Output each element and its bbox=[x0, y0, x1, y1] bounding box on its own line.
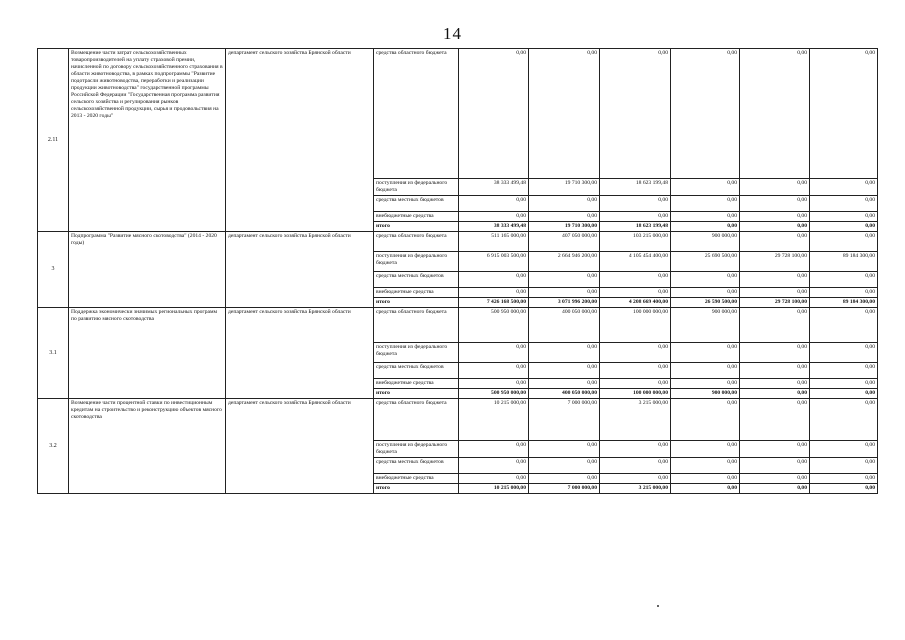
scan-speck bbox=[657, 605, 659, 607]
amount-cell: 0,00 bbox=[810, 232, 878, 252]
amount-cell: 0,00 bbox=[810, 399, 878, 441]
amount-cell: 0,00 bbox=[529, 458, 600, 474]
amount-cell: 0,00 bbox=[671, 212, 740, 222]
responsible-department: департамент сельского хозяйства Брянской области bbox=[226, 308, 374, 399]
funding-source: итого bbox=[374, 298, 459, 308]
amount-cell: 0,00 bbox=[810, 179, 878, 196]
amount-cell: 0,00 bbox=[810, 379, 878, 389]
amount-cell: 0,00 bbox=[671, 458, 740, 474]
amount-cell: 0,00 bbox=[740, 196, 810, 212]
amount-cell: 0,00 bbox=[600, 196, 671, 212]
amount-cell: 0,00 bbox=[459, 343, 529, 363]
amount-cell: 0,00 bbox=[459, 474, 529, 484]
amount-cell: 29 728 100,00 bbox=[740, 252, 810, 272]
amount-cell: 89 184 300,00 bbox=[810, 252, 878, 272]
amount-cell: 0,00 bbox=[529, 343, 600, 363]
funding-source: внебюджетные средства bbox=[374, 379, 459, 389]
row-number: 3.1 bbox=[38, 308, 69, 399]
amount-cell: 0,00 bbox=[810, 343, 878, 363]
amount-cell: 0,00 bbox=[810, 272, 878, 288]
amount-cell: 0,00 bbox=[740, 484, 810, 494]
funding-source: внебюджетные средства bbox=[374, 212, 459, 222]
amount-cell: 0,00 bbox=[671, 343, 740, 363]
funding-source: внебюджетные средства bbox=[374, 474, 459, 484]
amount-cell: 29 728 100,00 bbox=[740, 298, 810, 308]
amount-cell: 0,00 bbox=[740, 179, 810, 196]
amount-cell: 18 623 199,48 bbox=[600, 222, 671, 232]
funding-source: средства местных бюджетов bbox=[374, 363, 459, 379]
amount-cell: 0,00 bbox=[459, 458, 529, 474]
amount-cell: 0,00 bbox=[600, 441, 671, 458]
measure-name: Подпрограмма "Развитие мясного скотоводства" (2014 - 2020 годы) bbox=[69, 232, 226, 308]
amount-cell: 400 050 000,00 bbox=[529, 389, 600, 399]
amount-cell: 7 000 000,00 bbox=[529, 484, 600, 494]
amount-cell: 0,00 bbox=[600, 272, 671, 288]
amount-cell: 0,00 bbox=[740, 389, 810, 399]
amount-cell: 500 950 000,00 bbox=[459, 389, 529, 399]
amount-cell: 0,00 bbox=[671, 484, 740, 494]
amount-cell: 4 208 669 400,00 bbox=[600, 298, 671, 308]
amount-cell: 0,00 bbox=[459, 212, 529, 222]
amount-cell: 0,00 bbox=[529, 212, 600, 222]
funding-source: внебюджетные средства bbox=[374, 288, 459, 298]
amount-cell: 7 426 168 500,00 bbox=[459, 298, 529, 308]
funding-source: итого bbox=[374, 484, 459, 494]
measure-name: Возмещение части процентной ставки по инвестиционным кредитам на строительство и реконструкцию объектов мясного скотоводства bbox=[69, 399, 226, 494]
amount-cell: 400 050 000,00 bbox=[529, 308, 600, 343]
amount-cell: 0,00 bbox=[529, 288, 600, 298]
amount-cell: 19 710 300,00 bbox=[529, 179, 600, 196]
amount-cell: 10 215 000,00 bbox=[459, 399, 529, 441]
amount-cell: 0,00 bbox=[810, 363, 878, 379]
funding-source: поступления из федерального бюджета bbox=[374, 179, 459, 196]
row-number: 2.11 bbox=[38, 49, 69, 232]
amount-cell: 0,00 bbox=[600, 343, 671, 363]
amount-cell: 100 000 000,00 bbox=[600, 308, 671, 343]
amount-cell: 2 664 946 200,00 bbox=[529, 252, 600, 272]
amount-cell: 0,00 bbox=[600, 288, 671, 298]
funding-source: поступления из федерального бюджета bbox=[374, 252, 459, 272]
amount-cell: 0,00 bbox=[600, 49, 671, 179]
measure-name: Поддержка экономически значимых региональных программ по развитию мясного скотоводства bbox=[69, 308, 226, 399]
amount-cell: 500 950 000,00 bbox=[459, 308, 529, 343]
amount-cell: 0,00 bbox=[671, 222, 740, 232]
amount-cell: 19 710 300,00 bbox=[529, 222, 600, 232]
amount-cell: 0,00 bbox=[740, 474, 810, 484]
table-row bbox=[38, 49, 878, 179]
amount-cell: 18 623 199,48 bbox=[600, 179, 671, 196]
amount-cell: 900 000,00 bbox=[671, 389, 740, 399]
amount-cell: 38 333 499,48 bbox=[459, 179, 529, 196]
amount-cell: 0,00 bbox=[459, 288, 529, 298]
amount-cell: 0,00 bbox=[671, 196, 740, 212]
amount-cell: 0,00 bbox=[671, 399, 740, 441]
amount-cell: 0,00 bbox=[671, 288, 740, 298]
amount-cell: 0,00 bbox=[740, 399, 810, 441]
amount-cell: 3 215 000,00 bbox=[600, 399, 671, 441]
amount-cell: 10 215 000,00 bbox=[459, 484, 529, 494]
funding-source: средства местных бюджетов bbox=[374, 458, 459, 474]
amount-cell: 0,00 bbox=[529, 363, 600, 379]
amount-cell: 103 215 000,00 bbox=[600, 232, 671, 252]
amount-cell: 89 184 300,00 bbox=[810, 298, 878, 308]
amount-cell: 0,00 bbox=[600, 474, 671, 484]
amount-cell: 0,00 bbox=[810, 196, 878, 212]
amount-cell: 900 000,00 bbox=[671, 232, 740, 252]
amount-cell: 0,00 bbox=[740, 441, 810, 458]
amount-cell: 0,00 bbox=[529, 379, 600, 389]
amount-cell: 6 915 003 500,00 bbox=[459, 252, 529, 272]
funding-source: поступления из федерального бюджета bbox=[374, 343, 459, 363]
amount-cell: 0,00 bbox=[810, 222, 878, 232]
row-number: 3 bbox=[38, 232, 69, 308]
amount-cell: 0,00 bbox=[740, 379, 810, 389]
amount-cell: 0,00 bbox=[810, 389, 878, 399]
table-body bbox=[38, 49, 878, 494]
amount-cell: 0,00 bbox=[810, 474, 878, 484]
amount-cell: 0,00 bbox=[529, 49, 600, 179]
funding-source: поступления из федерального бюджета bbox=[374, 441, 459, 458]
amount-cell: 0,00 bbox=[810, 458, 878, 474]
amount-cell: 0,00 bbox=[600, 212, 671, 222]
budget-table bbox=[37, 48, 878, 494]
amount-cell: 0,00 bbox=[459, 363, 529, 379]
funding-source: средства областного бюджета bbox=[374, 308, 459, 343]
amount-cell: 3 215 000,00 bbox=[600, 484, 671, 494]
amount-cell: 0,00 bbox=[459, 196, 529, 212]
amount-cell: 0,00 bbox=[529, 196, 600, 212]
amount-cell: 0,00 bbox=[810, 308, 878, 343]
responsible-department: департамент сельского хозяйства Брянской области bbox=[226, 232, 374, 308]
amount-cell: 0,00 bbox=[600, 363, 671, 379]
row-number: 3.2 bbox=[38, 399, 69, 494]
funding-source: средства областного бюджета bbox=[374, 232, 459, 252]
amount-cell: 0,00 bbox=[459, 379, 529, 389]
amount-cell: 0,00 bbox=[740, 308, 810, 343]
table-row bbox=[38, 308, 878, 343]
amount-cell: 0,00 bbox=[529, 441, 600, 458]
amount-cell: 0,00 bbox=[671, 379, 740, 389]
amount-cell: 0,00 bbox=[740, 49, 810, 179]
amount-cell: 0,00 bbox=[810, 484, 878, 494]
amount-cell: 0,00 bbox=[740, 363, 810, 379]
amount-cell: 0,00 bbox=[600, 379, 671, 389]
amount-cell: 25 690 500,00 bbox=[671, 252, 740, 272]
amount-cell: 0,00 bbox=[740, 458, 810, 474]
amount-cell: 0,00 bbox=[740, 222, 810, 232]
amount-cell: 4 105 454 400,00 bbox=[600, 252, 671, 272]
funding-source: средства областного бюджета bbox=[374, 399, 459, 441]
amount-cell: 0,00 bbox=[671, 179, 740, 196]
amount-cell: 0,00 bbox=[671, 49, 740, 179]
amount-cell: 100 000 000,00 bbox=[600, 389, 671, 399]
amount-cell: 0,00 bbox=[671, 363, 740, 379]
measure-name: Возмещение части затрат сельскохозяйственных товаропроизводителей на уплату страховой премии, начисленной по договору сельскохозяйственного страхования в области животноводства, в рамках подпрограммы "Развитие подотрасли животноводства, переработки и реализации продукции животноводства" государственной программы Российской Федерации "Государственная программа развития сельского хозяйства и регулирования рынков сельскохозяйственной продукции, сырья и продовольствия на 2013 - 2020 годы" bbox=[69, 49, 226, 232]
amount-cell: 26 590 500,00 bbox=[671, 298, 740, 308]
amount-cell: 0,00 bbox=[810, 212, 878, 222]
amount-cell: 407 050 000,00 bbox=[529, 232, 600, 252]
funding-source: средства местных бюджетов bbox=[374, 196, 459, 212]
amount-cell: 0,00 bbox=[740, 232, 810, 252]
amount-cell: 0,00 bbox=[600, 458, 671, 474]
amount-cell: 0,00 bbox=[529, 272, 600, 288]
amount-cell: 0,00 bbox=[740, 212, 810, 222]
amount-cell: 0,00 bbox=[671, 474, 740, 484]
amount-cell: 0,00 bbox=[459, 49, 529, 179]
amount-cell: 0,00 bbox=[459, 272, 529, 288]
table-row bbox=[38, 399, 878, 441]
amount-cell: 0,00 bbox=[671, 441, 740, 458]
amount-cell: 0,00 bbox=[810, 49, 878, 179]
page-number: 14 bbox=[443, 24, 462, 43]
funding-source: средства областного бюджета bbox=[374, 49, 459, 179]
amount-cell: 3 071 996 200,00 bbox=[529, 298, 600, 308]
amount-cell: 38 333 499,48 bbox=[459, 222, 529, 232]
amount-cell: 7 000 000,00 bbox=[529, 399, 600, 441]
amount-cell: 0,00 bbox=[529, 474, 600, 484]
responsible-department: департамент сельского хозяйства Брянской области bbox=[226, 49, 374, 232]
amount-cell: 0,00 bbox=[740, 272, 810, 288]
funding-source: итого bbox=[374, 222, 459, 232]
amount-cell: 0,00 bbox=[810, 441, 878, 458]
amount-cell: 0,00 bbox=[740, 288, 810, 298]
table-row bbox=[38, 232, 878, 252]
amount-cell: 0,00 bbox=[459, 441, 529, 458]
funding-source: итого bbox=[374, 389, 459, 399]
amount-cell: 0,00 bbox=[810, 288, 878, 298]
amount-cell: 0,00 bbox=[740, 343, 810, 363]
responsible-department: департамент сельского хозяйства Брянской области bbox=[226, 399, 374, 494]
amount-cell: 900 000,00 bbox=[671, 308, 740, 343]
amount-cell: 0,00 bbox=[671, 272, 740, 288]
funding-source: средства местных бюджетов bbox=[374, 272, 459, 288]
amount-cell: 511 165 000,00 bbox=[459, 232, 529, 252]
